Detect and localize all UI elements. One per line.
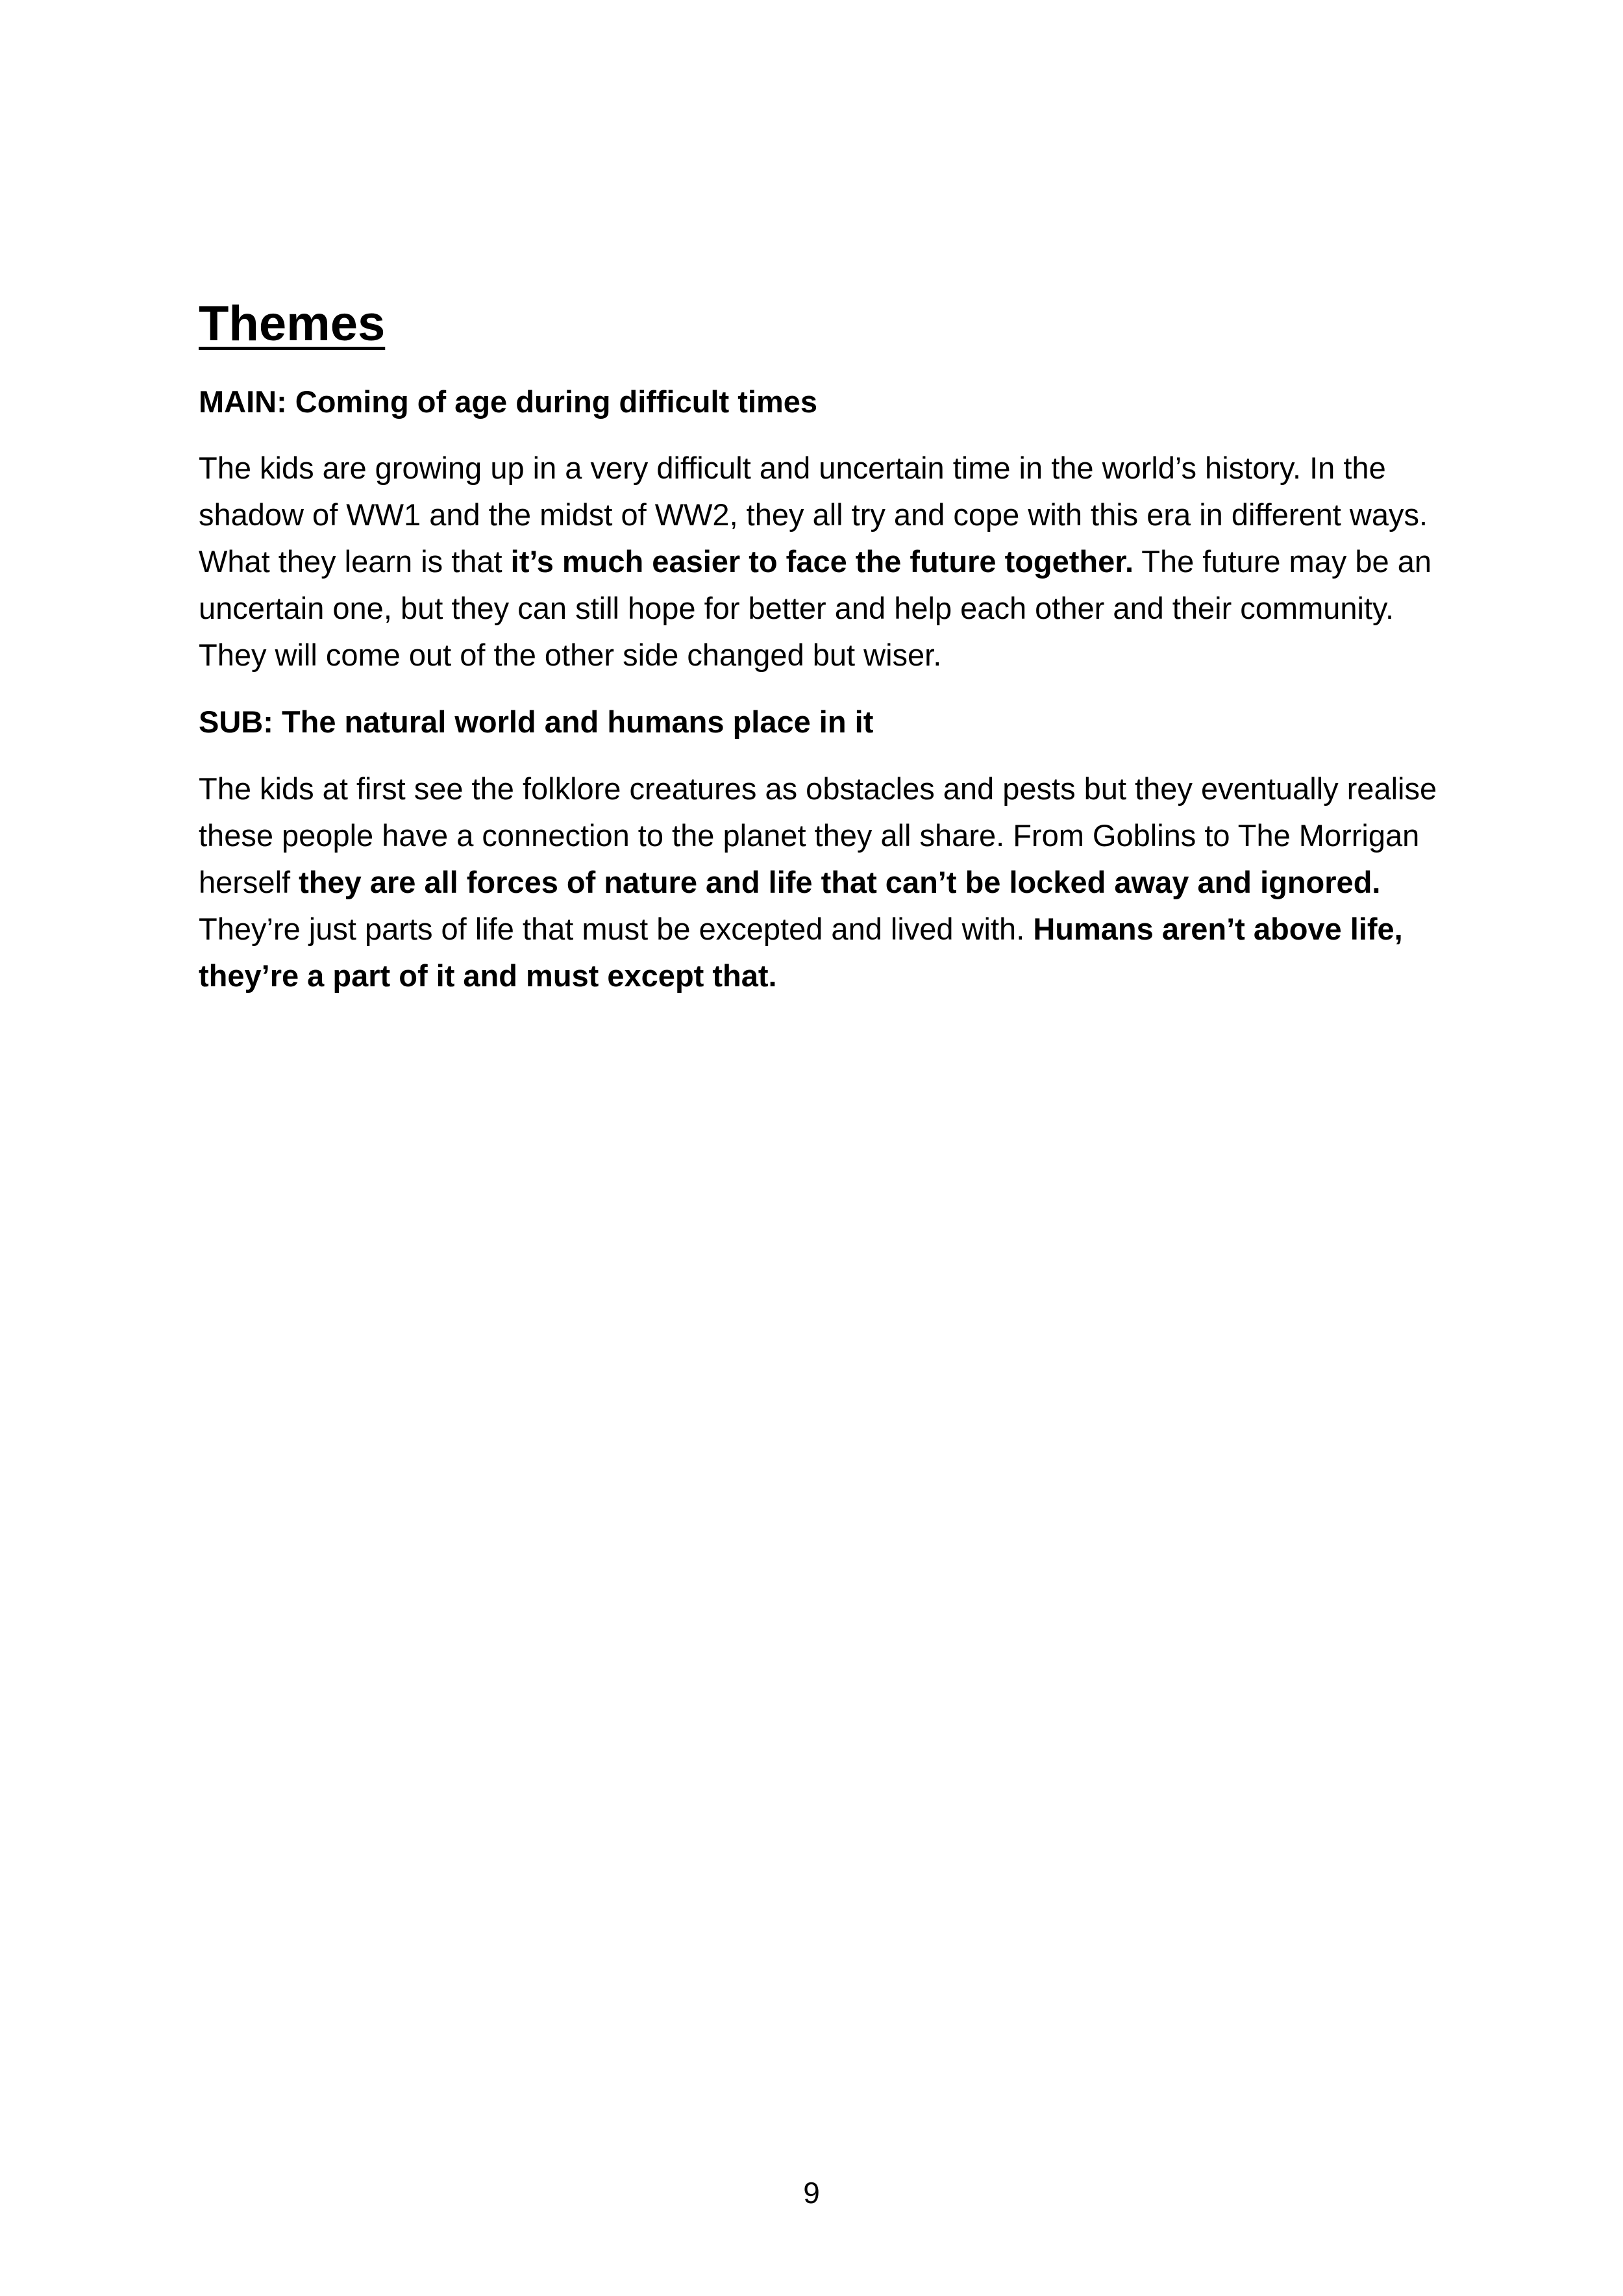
- sub-text-2: They’re just parts of life that must be excepted and lived with.: [199, 911, 1034, 946]
- main-theme-paragraph: [199, 445, 1439, 679]
- sub-text-1: The kids at first see the folklore creatures as obstacles and pests but they eventually realise these people have a connection to the planet they all share. From Goblins to The Morrigan herself: [199, 771, 1437, 899]
- sub-theme-paragraph: [199, 766, 1439, 999]
- main-text-2: The future may be an uncertain one, but they can still hope for better and help each other and their community. They will come out of the other side changed but wiser.: [199, 544, 1432, 673]
- main-text-1: The kids are growing up in a very difficult and uncertain time in the world’s history. In the shadow of WW1 and the midst of WW2, they all try and cope with this era in different ways. What they learn is that: [199, 451, 1428, 579]
- sub-theme-label: SUB: The natural world and humans place in it: [199, 705, 874, 740]
- sub-bold-1: they are all forces of nature and life that can’t be locked away and ignored.: [299, 864, 1381, 899]
- page-number: 9: [803, 2176, 820, 2210]
- page-content: [199, 295, 1439, 1023]
- page-heading: Themes: [199, 296, 386, 351]
- sub-bold-2: Humans aren’t above life, they’re a part of it and must except that.: [199, 911, 1403, 993]
- main-theme-label: MAIN: Coming of age during difficult times: [199, 384, 818, 419]
- main-bold-1: it’s much easier to face the future together.: [510, 544, 1134, 579]
